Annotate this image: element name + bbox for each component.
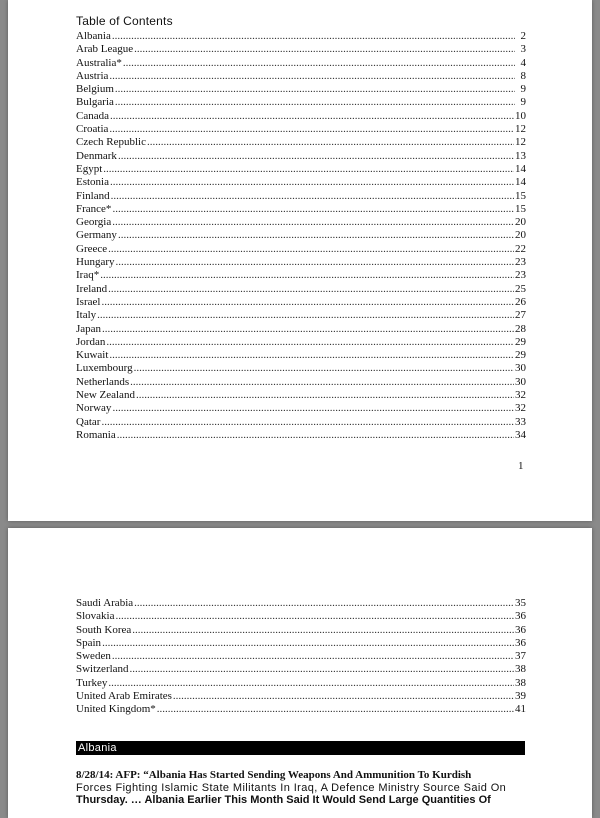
toc-entry-page: 15	[515, 189, 526, 202]
toc-entry-name: United Kingdom*	[76, 703, 156, 716]
toc-entry-name: Norway	[76, 402, 112, 415]
toc-entry-name: Israel	[76, 295, 101, 308]
toc-entry-name: Estonia	[76, 176, 109, 189]
toc-entry[interactable]	[76, 663, 526, 676]
toc-dot-leader	[134, 362, 514, 375]
document-page-2	[8, 528, 592, 818]
toc-entry-name: Switzerland	[76, 663, 129, 676]
toc-entry-name: Spain	[76, 636, 102, 649]
toc-entry-page: 23	[515, 269, 526, 282]
toc-entry-page: 13	[515, 149, 526, 162]
toc-dot-leader	[102, 637, 514, 650]
toc-dot-leader	[130, 663, 514, 676]
toc-dot-leader	[116, 610, 515, 623]
toc-dot-leader	[102, 323, 514, 336]
toc-entry-page: 4	[520, 56, 526, 69]
toc-entry-page: 9	[520, 96, 526, 109]
toc-dot-leader	[116, 256, 515, 269]
toc-entry-name: Finland	[76, 189, 110, 202]
document-page-1	[8, 0, 592, 521]
toc-entry[interactable]	[76, 163, 526, 176]
section-heading-bar: Albania	[76, 741, 525, 755]
toc-entry-page: 12	[515, 123, 526, 136]
toc-entry[interactable]	[76, 43, 526, 56]
toc-entry[interactable]	[76, 376, 526, 389]
toc-list-continued	[76, 597, 526, 717]
toc-entry-name: Luxembourg	[76, 362, 133, 375]
toc-entry-name: Greece	[76, 242, 108, 255]
toc-entry-name: Hungary	[76, 256, 115, 269]
toc-entry[interactable]	[76, 150, 526, 163]
toc-entry[interactable]	[76, 610, 526, 623]
toc-heading: Table of Contents	[76, 14, 173, 28]
toc-entry-page: 29	[515, 349, 526, 362]
toc-entry[interactable]	[76, 624, 526, 637]
toc-entry-name: Austria	[76, 69, 109, 82]
toc-entry[interactable]	[76, 110, 526, 123]
toc-entry-page: 36	[515, 610, 526, 623]
toc-dot-leader	[112, 650, 514, 663]
toc-entry[interactable]	[76, 402, 526, 415]
toc-entry-name: Canada	[76, 109, 109, 122]
toc-dot-leader	[109, 70, 515, 83]
toc-dot-leader	[110, 176, 514, 189]
toc-entry-name: Italy	[76, 309, 97, 322]
toc-entry-page: 38	[515, 676, 526, 689]
toc-dot-leader	[101, 416, 514, 429]
toc-entry[interactable]	[76, 57, 526, 70]
toc-dot-leader	[132, 624, 514, 637]
toc-entry-name: New Zealand	[76, 389, 135, 402]
toc-dot-leader	[147, 136, 514, 149]
toc-entry[interactable]	[76, 176, 526, 189]
toc-entry[interactable]	[76, 703, 526, 716]
toc-entry-name: Iraq*	[76, 269, 100, 282]
toc-entry-name: Croatia	[76, 123, 109, 136]
toc-entry[interactable]	[76, 323, 526, 336]
toc-entry[interactable]	[76, 429, 526, 442]
toc-entry-name: Romania	[76, 428, 116, 441]
toc-dot-leader	[117, 429, 514, 442]
toc-entry-page: 3	[520, 43, 526, 56]
toc-dot-leader	[123, 57, 515, 70]
toc-dot-leader	[109, 123, 514, 136]
toc-dot-leader	[118, 229, 514, 242]
toc-entry-page: 22	[515, 242, 526, 255]
toc-entry[interactable]	[76, 416, 526, 429]
toc-entry-page: 32	[515, 402, 526, 415]
toc-dot-leader	[103, 163, 514, 176]
toc-dot-leader	[130, 376, 514, 389]
toc-entry[interactable]	[76, 336, 526, 349]
page-number: 1	[518, 460, 524, 472]
toc-entry-name: Albania	[76, 30, 111, 42]
toc-list	[76, 30, 526, 442]
toc-entry-page: 25	[515, 282, 526, 295]
toc-entry-name: Egypt	[76, 162, 103, 175]
toc-dot-leader	[97, 309, 514, 322]
toc-entry[interactable]	[76, 296, 526, 309]
toc-entry[interactable]	[76, 256, 526, 269]
toc-dot-leader	[106, 336, 514, 349]
toc-dot-leader	[134, 597, 514, 610]
toc-entry-page: 30	[515, 375, 526, 388]
toc-dot-leader	[108, 677, 514, 690]
toc-entry[interactable]	[76, 123, 526, 136]
article-headline	[76, 769, 526, 807]
toc-dot-leader	[118, 150, 514, 163]
toc-entry-page: 28	[515, 322, 526, 335]
toc-entry[interactable]	[76, 83, 526, 96]
toc-dot-leader	[100, 269, 514, 282]
toc-entry-page: 15	[515, 202, 526, 215]
toc-entry-name: Ireland	[76, 282, 108, 295]
toc-entry-page: 23	[515, 256, 526, 269]
toc-entry[interactable]	[76, 229, 526, 242]
toc-entry[interactable]	[76, 243, 526, 256]
toc-entry-page: 14	[515, 162, 526, 175]
toc-entry[interactable]	[76, 136, 526, 149]
toc-dot-leader	[112, 30, 515, 43]
toc-entry-page: 41	[515, 703, 526, 716]
toc-entry-name: Denmark	[76, 149, 117, 162]
toc-dot-leader	[112, 402, 514, 415]
toc-dot-leader	[111, 190, 514, 203]
toc-entry-page: 30	[515, 362, 526, 375]
toc-entry-name: Jordan	[76, 335, 106, 348]
toc-entry-name: South Korea	[76, 623, 132, 636]
toc-entry[interactable]	[76, 690, 526, 703]
toc-entry-name: Germany	[76, 229, 117, 242]
toc-entry-page: 10	[515, 109, 526, 122]
toc-entry-name: Netherlands	[76, 375, 130, 388]
toc-entry[interactable]	[76, 190, 526, 203]
toc-dot-leader	[115, 83, 515, 96]
toc-entry[interactable]	[76, 677, 526, 690]
toc-entry-page: 32	[515, 389, 526, 402]
toc-entry[interactable]	[76, 30, 526, 43]
article-headline-line-1: 8/28/14: AFP: “Albania Has Started Sending Weapons And Ammunition To Kurdish	[76, 769, 472, 781]
toc-entry[interactable]	[76, 349, 526, 362]
toc-entry[interactable]	[76, 309, 526, 322]
toc-dot-leader	[173, 690, 514, 703]
toc-entry-name: Japan	[76, 322, 102, 335]
toc-entry[interactable]	[76, 597, 526, 610]
toc-dot-leader	[134, 43, 515, 56]
toc-dot-leader	[112, 216, 514, 229]
toc-entry-name: Belgium	[76, 83, 114, 96]
toc-entry-name: Kuwait	[76, 349, 109, 362]
toc-entry-page: 29	[515, 335, 526, 348]
toc-entry-page: 2	[520, 30, 526, 42]
toc-entry-page: 36	[515, 623, 526, 636]
toc-entry-page: 27	[515, 309, 526, 322]
toc-dot-leader	[109, 349, 514, 362]
toc-entry-page: 36	[515, 636, 526, 649]
toc-entry-page: 12	[515, 136, 526, 149]
toc-entry-name: France*	[76, 202, 112, 215]
toc-entry[interactable]	[76, 283, 526, 296]
toc-entry-page: 37	[515, 650, 526, 663]
article-headline-line-2: Forces Fighting Islamic State Militants In Iraq, A Defence Ministry Source Said On	[76, 781, 507, 794]
toc-entry-page: 20	[515, 229, 526, 242]
toc-entry-page: 26	[515, 295, 526, 308]
toc-entry[interactable]	[76, 650, 526, 663]
article-headline-line-3: Thursday. … Albania Earlier This Month Said It Would Send Large Quantities Of	[76, 794, 491, 806]
toc-dot-leader	[101, 296, 514, 309]
toc-entry-page: 8	[520, 69, 526, 82]
toc-dot-leader	[108, 243, 514, 256]
toc-entry[interactable]	[76, 203, 526, 216]
toc-entry-name: Georgia	[76, 216, 112, 229]
toc-entry-page: 34	[515, 428, 526, 441]
toc-entry[interactable]	[76, 96, 526, 109]
toc-entry-page: 14	[515, 176, 526, 189]
toc-entry-name: Australia*	[76, 56, 122, 69]
toc-dot-leader	[115, 96, 515, 109]
toc-entry-page: 38	[515, 663, 526, 676]
toc-entry[interactable]	[76, 389, 526, 402]
toc-entry-page: 35	[515, 597, 526, 609]
toc-entry-name: Czech Republic	[76, 136, 146, 149]
toc-entry-page: 20	[515, 216, 526, 229]
toc-dot-leader	[136, 389, 514, 402]
toc-entry-name: United Arab Emirates	[76, 690, 172, 703]
toc-dot-leader	[157, 703, 514, 716]
toc-entry-name: Slovakia	[76, 610, 115, 623]
toc-entry-name: Bulgaria	[76, 96, 114, 109]
toc-entry-name: Arab League	[76, 43, 134, 56]
toc-dot-leader	[112, 203, 514, 216]
toc-entry[interactable]	[76, 70, 526, 83]
toc-entry[interactable]	[76, 362, 526, 375]
toc-entry-name: Sweden	[76, 650, 111, 663]
toc-entry[interactable]	[76, 216, 526, 229]
toc-entry[interactable]	[76, 269, 526, 282]
toc-dot-leader	[110, 110, 514, 123]
toc-entry-page: 39	[515, 690, 526, 703]
toc-entry-name: Turkey	[76, 676, 108, 689]
toc-entry-name: Saudi Arabia	[76, 597, 134, 609]
toc-entry-name: Qatar	[76, 415, 101, 428]
toc-entry-page: 33	[515, 415, 526, 428]
toc-entry-page: 9	[520, 83, 526, 96]
toc-dot-leader	[108, 283, 514, 296]
toc-entry[interactable]	[76, 637, 526, 650]
